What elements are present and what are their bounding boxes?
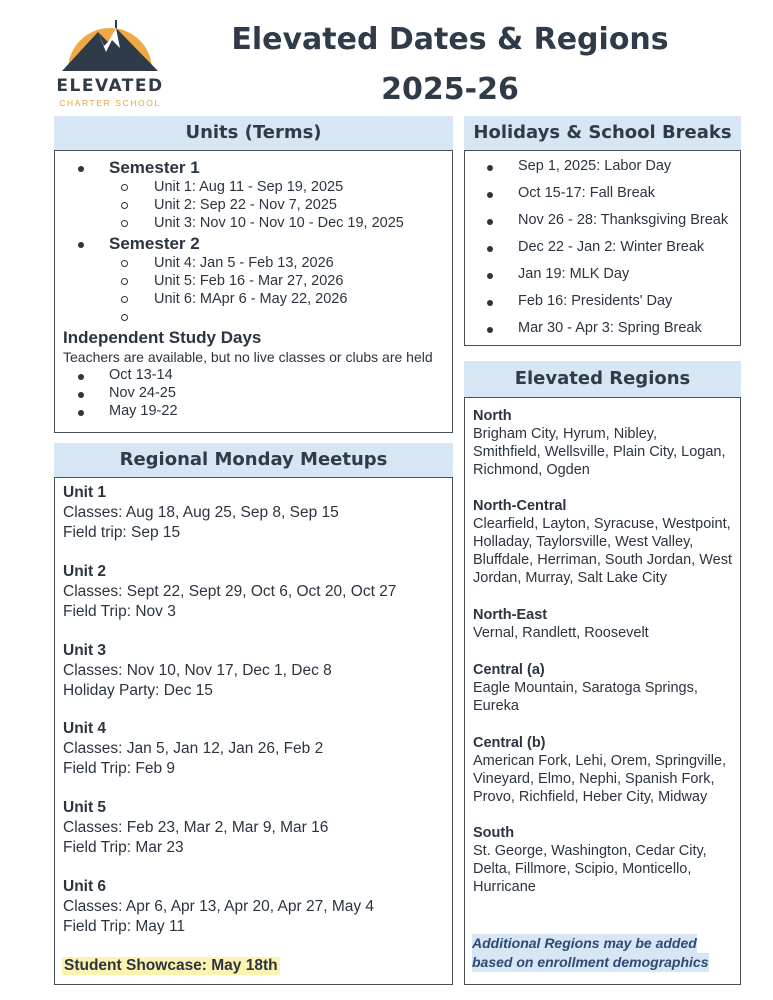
region-cities: Richmond, Ogden — [473, 462, 590, 478]
student-showcase: Student Showcase: May 18th — [64, 957, 278, 974]
bullet-dot — [487, 246, 493, 252]
meetup-unit-extra: Field Trip: May 11 — [63, 918, 186, 935]
regions-note-line-2: based on enrollment demographics — [472, 954, 709, 970]
logo-name: ELEVATED — [56, 76, 164, 96]
region-name: North-Central — [473, 498, 567, 514]
holiday-item: Feb 16: Presidents' Day — [518, 293, 673, 309]
meetups-heading: Regional Monday Meetups — [54, 443, 453, 477]
school-logo — [56, 18, 164, 108]
bullet-dot — [487, 327, 493, 333]
unit-5-dates: Unit 5: Feb 16 - Mar 27, 2026 — [154, 273, 344, 289]
holiday-item: Dec 22 - Jan 2: Winter Break — [518, 239, 705, 255]
region-cities: Eagle Mountain, Saratoga Springs, — [473, 680, 698, 696]
bullet-dot — [78, 242, 84, 248]
mountain-sun-icon — [60, 18, 160, 74]
meetup-unit-extra: Field Trip: Mar 23 — [63, 839, 184, 856]
semester-2-label: Semester 2 — [109, 234, 200, 253]
bullet-dot — [487, 273, 493, 279]
bullet-dot — [78, 374, 84, 380]
meetup-unit-classes: Classes: Sept 22, Sept 29, Oct 6, Oct 20, Oct 27 — [63, 583, 397, 600]
bullet-dot — [487, 300, 493, 306]
holiday-item: Nov 26 - 28: Thanksgiving Break — [518, 212, 729, 228]
region-cities: St. George, Washington, Cedar City, — [473, 843, 707, 859]
independent-day-3: May 19-22 — [109, 403, 178, 419]
region-cities: Holladay, Taylorsville, West Valley, — [473, 534, 694, 550]
holidays-heading: Holidays & School Breaks — [464, 116, 741, 150]
independent-day-1: Oct 13-14 — [109, 367, 173, 383]
meetup-unit-extra: Field trip: Sep 15 — [63, 524, 181, 541]
region-cities: Delta, Fillmore, Scipio, Monticello, — [473, 861, 692, 877]
sub-bullet — [121, 314, 128, 321]
holiday-item: Jan 19: MLK Day — [518, 266, 630, 282]
sub-bullet — [121, 260, 128, 267]
meetup-unit-classes: Classes: Nov 10, Nov 17, Dec 1, Dec 8 — [63, 662, 332, 679]
region-cities: Vineyard, Elmo, Nephi, Spanish Fork, — [473, 771, 715, 787]
bullet-dot — [78, 410, 84, 416]
meetup-unit-title: Unit 5 — [63, 799, 107, 816]
page-year: 2025-26 — [381, 72, 519, 107]
bullet-dot — [487, 165, 493, 171]
region-name: Central (b) — [473, 735, 546, 751]
meetup-unit-classes: Classes: Apr 6, Apr 13, Apr 20, Apr 27, May 4 — [63, 898, 375, 915]
unit-6-dates: Unit 6: MApr 6 - May 22, 2026 — [154, 291, 348, 307]
sub-bullet — [121, 184, 128, 191]
holiday-item: Mar 30 - Apr 3: Spring Break — [518, 320, 702, 336]
holiday-item: Oct 15-17: Fall Break — [518, 185, 655, 201]
region-name: North-East — [473, 607, 548, 623]
unit-4-dates: Unit 4: Jan 5 - Feb 13, 2026 — [154, 255, 334, 271]
region-cities: Hurricane — [473, 879, 536, 895]
units-heading: Units (Terms) — [54, 116, 453, 150]
meetup-unit-title: Unit 4 — [63, 720, 107, 737]
independent-study-note: Teachers are available, but no live classes or clubs are held — [63, 349, 433, 365]
region-cities: Jordan, Murray, Salt Lake City — [473, 570, 667, 586]
independent-study-heading: Independent Study Days — [63, 328, 262, 347]
region-cities: Clearfield, Layton, Syracuse, Westpoint, — [473, 516, 731, 532]
meetup-unit-classes: Classes: Jan 5, Jan 12, Jan 26, Feb 2 — [63, 740, 324, 757]
sub-bullet — [121, 296, 128, 303]
regions-note-line-1: Additional Regions may be added — [472, 935, 697, 951]
sub-bullet — [121, 202, 128, 209]
unit-2-dates: Unit 2: Sep 22 - Nov 7, 2025 — [154, 197, 337, 213]
semester-1-label: Semester 1 — [109, 158, 200, 177]
meetup-unit-extra: Holiday Party: Dec 15 — [63, 682, 213, 699]
meetup-unit-title: Unit 6 — [63, 878, 107, 895]
bullet-dot — [78, 166, 84, 172]
region-cities: Provo, Richfield, Heber City, Midway — [473, 789, 708, 805]
holiday-item: Sep 1, 2025: Labor Day — [518, 158, 672, 174]
sub-bullet — [121, 278, 128, 285]
meetup-unit-extra: Field Trip: Nov 3 — [63, 603, 176, 620]
region-cities: American Fork, Lehi, Orem, Springville, — [473, 753, 727, 769]
region-name: Central (a) — [473, 662, 545, 678]
region-cities: Bluffdale, Herriman, South Jordan, West — [473, 552, 732, 568]
unit-1-dates: Unit 1: Aug 11 - Sep 19, 2025 — [154, 179, 344, 195]
meetup-unit-classes: Classes: Feb 23, Mar 2, Mar 9, Mar 16 — [63, 819, 329, 836]
region-name: South — [473, 825, 515, 841]
meetup-unit-title: Unit 3 — [63, 642, 107, 659]
meetup-unit-classes: Classes: Aug 18, Aug 25, Sep 8, Sep 15 — [63, 504, 339, 521]
region-cities: Brigham City, Hyrum, Nibley, — [473, 426, 657, 442]
page-title: Elevated Dates & Regions — [231, 22, 669, 57]
bullet-dot — [487, 192, 493, 198]
independent-day-2: Nov 24-25 — [109, 385, 176, 401]
regions-heading: Elevated Regions — [464, 361, 741, 397]
sub-bullet — [121, 220, 128, 227]
meetup-unit-title: Unit 2 — [63, 563, 107, 580]
region-cities: Smithfield, Wellsville, Plain City, Logan, — [473, 444, 726, 460]
region-cities: Eureka — [473, 698, 519, 714]
meetup-unit-extra: Field Trip: Feb 9 — [63, 760, 175, 777]
meetup-unit-title: Unit 1 — [63, 484, 107, 501]
unit-3-dates: Unit 3: Nov 10 - Nov 10 - Dec 19, 2025 — [154, 215, 404, 231]
region-name: North — [473, 408, 512, 424]
bullet-dot — [487, 219, 493, 225]
bullet-dot — [78, 392, 84, 398]
region-cities: Vernal, Randlett, Roosevelt — [473, 625, 649, 641]
logo-subtitle: CHARTER SCHOOL — [59, 98, 161, 108]
